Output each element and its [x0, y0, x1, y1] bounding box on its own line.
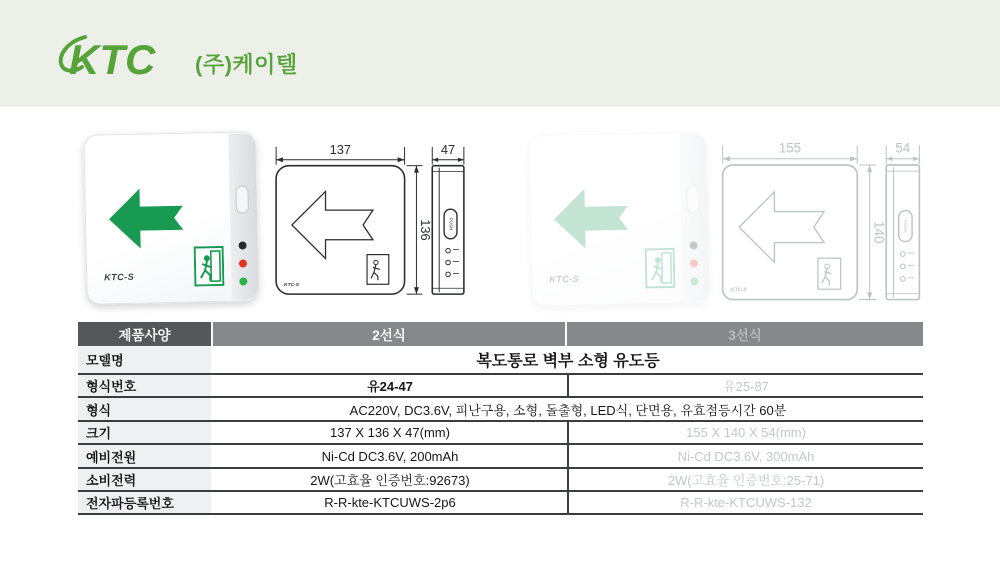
table-row-emc-registration	[78, 492, 923, 515]
spec-table	[78, 322, 923, 515]
side-view-outline	[886, 165, 919, 300]
led-red-icon	[690, 259, 698, 267]
product-photo-2wire	[83, 131, 259, 305]
exit-man-outline-icon	[367, 255, 389, 285]
photo-face	[528, 132, 682, 307]
row-value-3wire: Ni-Cd DC3.6V, 300mAh	[567, 445, 923, 467]
row-label: 전자파등록번호	[78, 492, 213, 513]
row-label: 형식번호	[78, 375, 213, 396]
table-row-model	[78, 346, 923, 375]
row-value-3wire: 2W(고효율 인증번호:25-71)	[567, 469, 923, 490]
header-col-2wire: 2선식	[213, 322, 567, 346]
row-value-3wire: R-R-kte-KTCUWS-132	[567, 492, 923, 513]
tech-drawing-3wire-faded	[700, 136, 942, 312]
arrow-outline-icon	[739, 192, 824, 262]
row-label: 소비전력	[78, 469, 213, 490]
row-value-2wire: 2W(고효율 인증번호:92673)	[310, 473, 470, 488]
dim-height-label: 140	[871, 221, 887, 244]
row-label: 모델명	[78, 346, 213, 373]
header-col-spec: 제품사양	[78, 322, 213, 346]
tech-drawing-2wire	[266, 138, 474, 306]
header-banner	[0, 0, 1000, 107]
row-value: AC220V, DC3.6V, 피난구용, 소형, 돌출형, LED식, 단면용, 유효점등시간 60분	[349, 402, 787, 418]
row-value-2wire: R-R-kte-KTCUWS-2p6	[324, 495, 456, 510]
exit-man-icon	[194, 246, 225, 287]
photo-face	[83, 132, 231, 305]
row-value-2wire: 137 X 136 X 47(mm)	[330, 425, 450, 440]
push-label: PUSH	[448, 217, 454, 231]
push-label: PUSH	[903, 219, 909, 233]
table-row-size	[78, 422, 923, 445]
led-red-icon	[239, 259, 247, 267]
led-black-icon	[239, 241, 247, 249]
exit-man-icon	[645, 248, 676, 289]
side-view-outline	[432, 166, 464, 294]
row-value-2wire: 유24-47	[367, 379, 413, 394]
row-value: 복도통로 벽부 소형 유도등	[476, 353, 660, 370]
table-row-type	[78, 398, 923, 422]
photo-brand-label: KTC-S	[549, 273, 580, 285]
drawing-2wire-svg	[266, 138, 474, 306]
drawing-mini-brand: KTC-S	[730, 287, 747, 294]
front-view-outline	[276, 166, 404, 294]
push-button-icon	[686, 185, 700, 213]
led-green-icon	[239, 277, 247, 285]
photo-side-panel	[228, 133, 258, 300]
company-name: (주)케이텔	[195, 51, 298, 77]
exit-man-outline-icon	[818, 258, 841, 289]
product-photo-3wire-faded	[528, 131, 710, 307]
dim-width-label: 155	[778, 140, 802, 156]
row-label: 예비전원	[78, 445, 213, 467]
green-arrow-icon	[553, 188, 628, 250]
arrow-outline-icon	[292, 191, 373, 258]
dim-height-label: 136	[417, 219, 433, 241]
dim-width-label: 137	[329, 141, 352, 157]
company-logo	[55, 28, 298, 84]
ktc-logo-icon	[55, 28, 185, 84]
row-value-3wire: 유25-87	[567, 375, 923, 396]
row-label: 형식	[78, 398, 213, 420]
logo-text: KTC	[69, 36, 156, 83]
table-row-backup-power	[78, 445, 923, 469]
table-row-type-number	[78, 375, 923, 398]
drawing-3wire-svg	[700, 136, 942, 312]
photo-brand-label: KTC-S	[104, 271, 135, 283]
row-value-2wire: Ni-Cd DC3.6V, 200mAh	[321, 448, 459, 464]
led-black-icon	[689, 241, 697, 249]
led-green-icon	[690, 277, 698, 285]
dim-depth-label: 54	[895, 140, 911, 156]
row-label: 크기	[78, 422, 213, 443]
spec-table-header-row	[78, 322, 923, 346]
row-value-3wire: 155 X 140 X 54(mm)	[567, 422, 923, 443]
drawing-mini-brand: KTC-S	[284, 283, 300, 289]
dim-depth-label: 47	[440, 141, 456, 157]
green-arrow-icon	[108, 188, 183, 250]
front-view-outline	[723, 165, 858, 300]
push-button-icon	[235, 185, 249, 213]
table-row-power-consumption	[78, 469, 923, 492]
header-col-3wire: 3선식	[567, 322, 923, 346]
